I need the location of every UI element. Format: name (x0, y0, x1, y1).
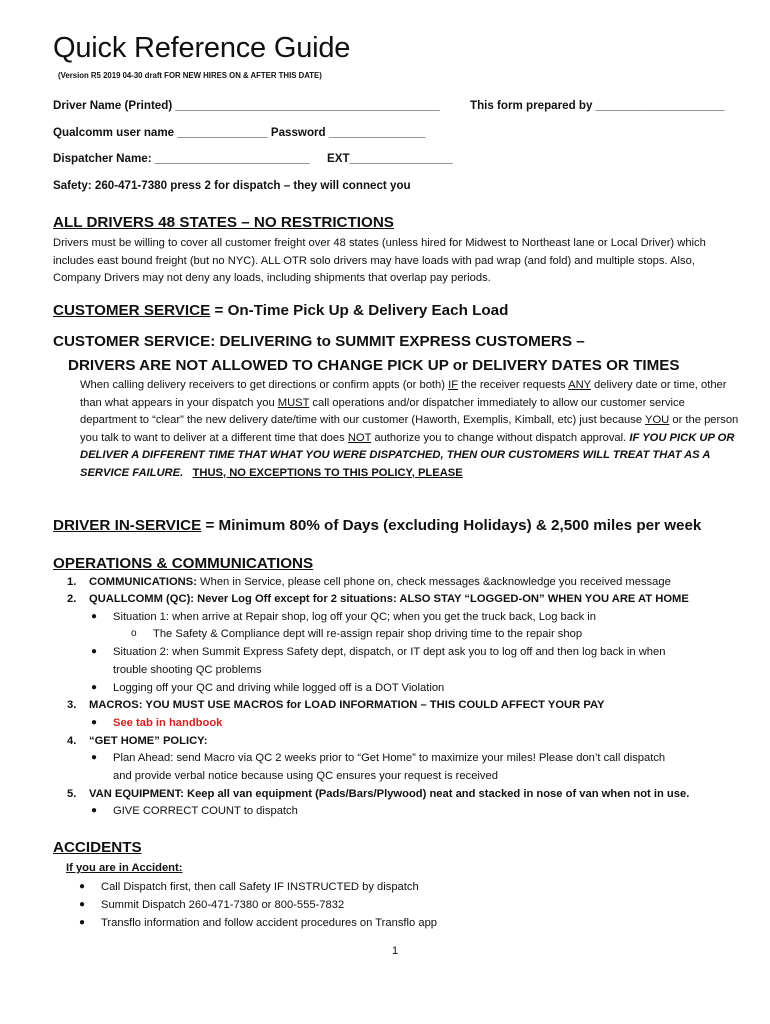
list-item-continuation: and provide verbal notice because using QC ensures your request is received (113, 770, 498, 782)
list-item: ● See tab in handbook (91, 717, 223, 729)
customer-service-label: CUSTOMER SERVICE (53, 302, 211, 319)
list-item: ● Call Dispatch first, then call Safety IF INSTRUCTED by dispatch (79, 881, 419, 893)
bullet-icon: ● (91, 805, 98, 816)
accidents-heading: ACCIDENTS (53, 839, 142, 856)
list-item: ● Logging off your QC and driving while logged off is a DOT Violation (91, 682, 445, 694)
list-item-continuation: trouble shooting QC problems (113, 664, 262, 676)
page-title: Quick Reference Guide (53, 32, 351, 64)
circle-bullet-icon: o (131, 628, 137, 639)
all-drivers-body: Drivers must be willing to cover all customer freight over 48 states (unless hired for Midwest to Northeast lane or Local Driver) which includes east bound freight (but no NYC). ALL OTR solo drivers may have loads with pad wrap (and fold) and multiple stops. Also, Company Drivers may not deny any loads, including shipments that overlap pay periods. (53, 237, 706, 284)
bullet-icon: ● (91, 682, 98, 693)
in-service-rest: = Minimum 80% of Days (excluding Holidays) & 2,500 miles per week (201, 517, 702, 534)
no-exceptions-note: THUS, NO EXCEPTIONS TO THIS POLICY, PLEASE (192, 466, 463, 479)
dispatcher-field: Dispatcher Name: ________________________ (53, 152, 310, 165)
bullet-icon: ● (91, 717, 98, 728)
list-item: o The Safety & Compliance dept will re-assign repair shop driving time to the repair shop (131, 628, 583, 640)
in-service-heading (53, 517, 701, 534)
prepared-by-field: This form prepared by ____________________ (470, 99, 725, 112)
driver-name-field: Driver Name (Printed) _________________________________________ (53, 99, 440, 112)
delivering-heading-1: CUSTOMER SERVICE: DELIVERING to SUMMIT EXPRESS CUSTOMERS – (53, 333, 585, 350)
customer-service-heading (53, 302, 508, 319)
bullet-icon: ● (91, 646, 98, 657)
in-service-label: DRIVER IN-SERVICE (53, 517, 202, 534)
list-item: ● Summit Dispatch 260-471-7380 or 800-555-7832 (79, 899, 345, 911)
bullet-icon: ● (91, 611, 98, 622)
ext-field: EXT________________ (327, 152, 453, 165)
safety-line: Safety: 260-471-7380 press 2 for dispatch – they will connect you (53, 179, 411, 192)
list-item: ● Transflo information and follow accident procedures on Transflo app (79, 917, 438, 929)
customer-service-rest: = On-Time Pick Up & Delivery Each Load (210, 302, 509, 319)
version-note: (Version R5 2019 04-30 draft FOR NEW HIRES ON & AFTER THIS DATE) (58, 71, 322, 80)
list-item: 3. MACROS: YOU MUST USE MACROS for LOAD INFORMATION – THIS COULD AFFECT YOUR PAY (67, 699, 605, 711)
list-item: ● GIVE CORRECT COUNT to dispatch (91, 805, 298, 817)
list-item: ● Plan Ahead: send Macro via QC 2 weeks prior to “Get Home” to maximize your miles! Please don’t call dispatch (91, 752, 666, 764)
list-item: ● Situation 1: when arrive at Repair shop, log off your QC; when you get the truck back, Log back in (91, 611, 596, 623)
bullet-icon: ● (79, 899, 86, 910)
accidents-subheading: If you are in Accident: (66, 862, 183, 874)
list-item: 4. “GET HOME” POLICY: (67, 735, 208, 747)
bullet-icon: ● (79, 881, 86, 892)
policy-warning: IF YOU PICK UP OR DELIVER A DIFFERENT TIME THAT WHAT YOU WERE DISPATCHED, THEN OUR CUSTOMERS WILL TREAT THAT AS A SERVICE FAILURE. (80, 431, 735, 479)
list-item: ● Situation 2: when Summit Express Safety dept, dispatch, or IT dept ask you to log off and then log back in when (91, 646, 666, 658)
list-item: 2. QUALLCOMM (QC): Never Log Off except for 2 situations: ALSO STAY “LOGGED-ON” WHEN YOU ARE AT HOME (67, 593, 689, 605)
bullet-icon: ● (91, 752, 98, 763)
bullet-icon: ● (79, 917, 86, 928)
delivering-body: When calling delivery receivers to get directions or confirm appts (or both) IF the receiver requests ANY delivery date or time, other than what appears in your dispatch you MUST call operations and/or dispatcher immediately to allow our customer service department to “clear” the new delivery date/time with our customer (Haworth, Exemplis, Kimball, etc) just because YOU or the person you talk to want to deliver at a different time that does NOT authorize you to change without dispatch approval. IF YOU PICK UP OR DELIVER A DIFFERENT TIME THAT WHAT YOU WERE DISPATCHED, THEN OUR CUSTOMERS WILL TREAT THAT AS A SERVICE FAILURE. THUS, NO EXCEPTIONS TO THIS POLICY, PLEASE (80, 379, 739, 479)
all-drivers-heading: ALL DRIVERS 48 STATES – NO RESTRICTIONS (53, 214, 394, 231)
delivering-heading-2: DRIVERS ARE NOT ALLOWED TO CHANGE PICK UP or DELIVERY DATES OR TIMES (68, 357, 680, 374)
page-number: 1 (392, 945, 399, 957)
list-item: 5. VAN EQUIPMENT: Keep all van equipment (Pads/Bars/Plywood) neat and stacked in nose of van when not in use. (67, 788, 690, 800)
qualcomm-field: Qualcomm user name ______________ Password _______________ (53, 126, 426, 139)
list-item: 1. COMMUNICATIONS: When in Service, please cell phone on, check messages &acknowledge you received message (67, 576, 671, 588)
operations-heading: OPERATIONS & COMMUNICATIONS (53, 555, 314, 572)
